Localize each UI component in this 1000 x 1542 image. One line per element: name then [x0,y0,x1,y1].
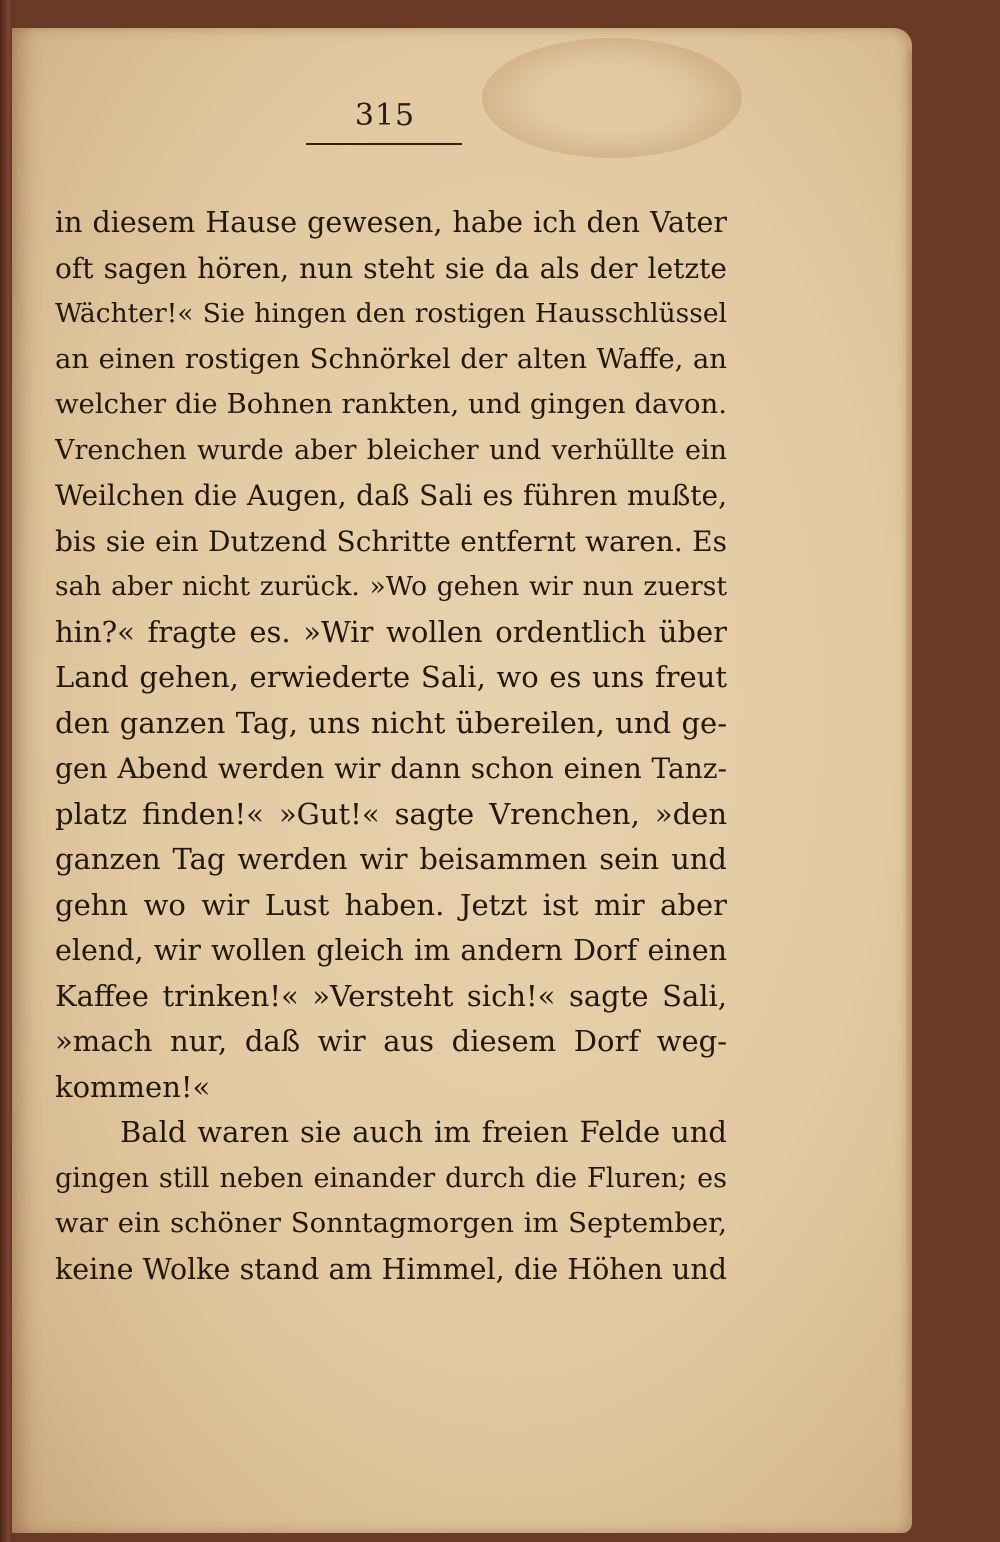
text-line: Land gehen, erwiederte Sali, wo es uns freut [55,660,727,694]
text-line: kommen!« [55,1069,211,1104]
text-line: welcher die Bohnen rankten, und gingen davon. [55,388,727,420]
text-line: Weilchen die Augen, daß Sali es führen mußte, [55,479,727,512]
header-rule [306,143,462,145]
text-line: in diesem Hause gewesen, habe ich den Vater [55,206,727,239]
page-header [300,98,470,145]
text-line: war ein schöner Sonntagmorgen im September, [55,1207,727,1239]
text-line: gehn wo wir Lust haben. Jetzt ist mir aber [55,887,727,922]
text-line: gingen still neben einander durch die Fluren; es [55,1162,727,1194]
water-stain [482,38,742,158]
text-line: »mach nur, daß wir aus diesem Dorf weg- [55,1024,727,1058]
text-line: sah aber nicht zurück. »Wo gehen wir nun zuerst [55,571,727,602]
page-number: 315 [354,98,416,133]
text-line: Kaffee trinken!« »Versteht sich!« sagte Sali, [55,978,727,1013]
text-line: Vrenchen wurde aber bleicher und verhüllte ein [55,434,727,466]
page-edge [906,48,912,1518]
text-line: elend, wir wollen gleich im andern Dorf einen [55,934,727,967]
body-text [55,200,727,1292]
text-line: keine Wolke stand am Himmel, die Höhen und [55,1252,727,1286]
text-line: Bald waren sie auch im freien Felde und [120,1115,727,1149]
text-line: ganzen Tag werden wir beisammen sein und [55,842,727,876]
text-line: oft sagen hören, nun steht sie da als der letzte [55,251,727,285]
text-line: den ganzen Tag, uns nicht übereilen, und ge- [55,705,727,740]
text-line: an einen rostigen Schnörkel der alten Waffe, an [55,342,727,375]
text-line: Wächter!« Sie hingen den rostigen Hausschlüssel [55,298,727,329]
text-line: bis sie ein Dutzend Schritte entfernt waren. Es [55,524,727,558]
text-line: gen Abend werden wir dann schon einen Tanz- [55,752,727,785]
text-line: hin?« fragte es. »Wir wollen ordentlich über [55,614,727,649]
text-line: platz finden!« »Gut!« sagte Vrenchen, »den [55,796,727,831]
